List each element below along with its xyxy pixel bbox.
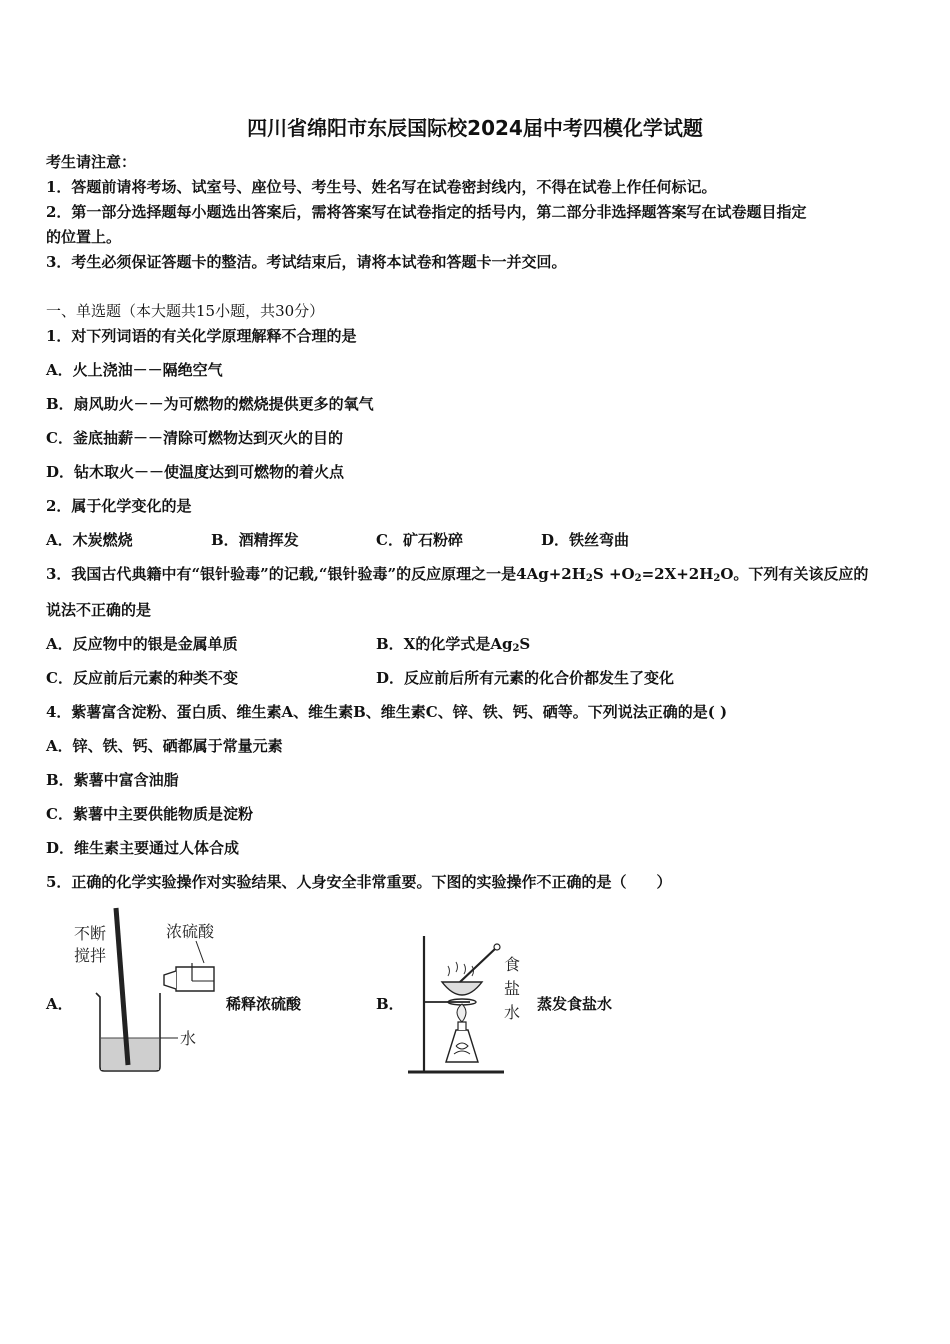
q3-sub-c: 2 bbox=[713, 573, 721, 584]
q3-option-a: A．反应物中的银是金属单质 bbox=[46, 635, 238, 653]
q3-stem-part-d: O。下列有关该反应的 bbox=[720, 565, 869, 583]
q5-option-a-caption: 稀释浓硫酸 bbox=[226, 995, 302, 1013]
stir-rod bbox=[460, 948, 496, 982]
q2-option-a: A．木炭燃烧 bbox=[46, 531, 133, 549]
notice-item-1: 1．答题前请将考场、试室号、座位号、考生号、姓名写在试卷密封线内，不得在试卷上作任何标记。 bbox=[46, 178, 717, 196]
q2-option-c: C．矿石粉碎 bbox=[376, 531, 463, 549]
evaporation-figure bbox=[400, 930, 530, 1080]
q3-option-b-sub: 2 bbox=[512, 643, 520, 654]
q3-option-c: C．反应前后元素的种类不变 bbox=[46, 669, 238, 687]
q2-option-b: B．酒精挥发 bbox=[211, 531, 299, 549]
q3-stem-part-a: 3．我国古代典籍中有“银针验毒”的记载,“银针验毒”的反应原理之一是4Ag+2H bbox=[46, 565, 586, 583]
acid-bottle bbox=[176, 967, 214, 991]
dilute-acid-figure bbox=[66, 905, 226, 1080]
salt-label-2: 盐 bbox=[504, 979, 521, 998]
evaporating-dish bbox=[442, 982, 482, 995]
q1-option-b: B．扇风助火－－为可燃物的燃烧提供更多的氧气 bbox=[46, 395, 374, 413]
dilute-acid-diagram bbox=[66, 905, 226, 1080]
notice-item-2: 2．第一部分选择题每小题选出答案后，需将答案写在试卷指定的括号内，第二部分非选择题答案写在试卷题目指定 bbox=[46, 203, 807, 221]
q4-option-d: D．维生素主要通过人体合成 bbox=[46, 839, 240, 857]
flame-icon bbox=[457, 1004, 466, 1022]
q3-option-b-pre: B．X的化学式是Ag bbox=[376, 635, 513, 653]
q3-option-d: D．反应前后所有元素的化合价都发生了变化 bbox=[376, 669, 675, 687]
rod-tip bbox=[494, 944, 500, 950]
q4-option-c: C．紫薯中主要供能物质是淀粉 bbox=[46, 805, 253, 823]
stir-label-1: 不断 bbox=[74, 924, 107, 943]
q5-option-b-caption: 蒸发食盐水 bbox=[537, 995, 613, 1013]
q4-option-a: A．锌、铁、钙、硒都属于常量元素 bbox=[46, 737, 283, 755]
q1-stem: 1．对下列词语的有关化学原理解释不合理的是 bbox=[46, 327, 357, 345]
notice-item-3: 3．考生必须保证答题卡的整洁。考试结束后，请将本试卷和答题卡一并交回。 bbox=[46, 253, 567, 271]
q5-option-a-label: A． bbox=[46, 995, 73, 1013]
q3-option-b-post: S bbox=[519, 635, 531, 653]
q1-option-c: C．釜底抽薪－－清除可燃物达到灭火的目的 bbox=[46, 429, 343, 447]
alcohol-lamp bbox=[446, 1030, 478, 1062]
water-level bbox=[101, 1038, 159, 1070]
q2-stem: 2．属于化学变化的是 bbox=[46, 497, 192, 515]
notice-heading: 考生请注意： bbox=[46, 153, 137, 171]
bottle-neck bbox=[164, 971, 176, 989]
acid-label: 浓硫酸 bbox=[166, 922, 215, 941]
salt-label-3: 水 bbox=[504, 1003, 521, 1022]
lamp-wick-holder bbox=[458, 1022, 466, 1030]
q3-stem-part-c: =2X+2H bbox=[641, 565, 714, 583]
q4-stem: 4．紫薯富含淀粉、蛋白质、维生素A、维生素B、维生素C、锌、铁、钙、硒等。下列说法正确的是( ) bbox=[46, 703, 728, 721]
q3-stem-cont: 说法不正确的是 bbox=[46, 601, 152, 619]
acid-pointer bbox=[196, 941, 204, 963]
stir-label-2: 搅拌 bbox=[74, 946, 107, 965]
q5-stem: 5．正确的化学实验操作对实验结果、人身安全非常重要。下图的实验操作不正确的是（ ） bbox=[46, 873, 672, 891]
q1-option-d: D．钻木取火－－使温度达到可燃物的着火点 bbox=[46, 463, 345, 481]
q2-option-d: D．铁丝弯曲 bbox=[541, 531, 630, 549]
q3-option-b bbox=[376, 634, 530, 659]
q3-sub-b: 2 bbox=[634, 573, 642, 584]
page-title: 四川省绵阳市东辰国际校2024届中考四模化学试题 bbox=[247, 116, 703, 140]
q5-option-b-label: B． bbox=[376, 995, 404, 1013]
section-heading: 一、单选题（本大题共15小题，共30分） bbox=[46, 302, 325, 320]
q4-option-b: B．紫薯中富含油脂 bbox=[46, 771, 179, 789]
q1-option-a: A．火上浇油－－隔绝空气 bbox=[46, 361, 223, 379]
water-label: 水 bbox=[180, 1029, 197, 1048]
evaporation-diagram bbox=[400, 930, 530, 1080]
salt-label-1: 食 bbox=[504, 955, 521, 974]
q3-sub-a: 2 bbox=[585, 573, 593, 584]
q3-stem-part-b: S +O bbox=[592, 565, 635, 583]
q3-stem bbox=[46, 564, 868, 589]
notice-item-2-cont: 的位置上。 bbox=[46, 228, 122, 246]
